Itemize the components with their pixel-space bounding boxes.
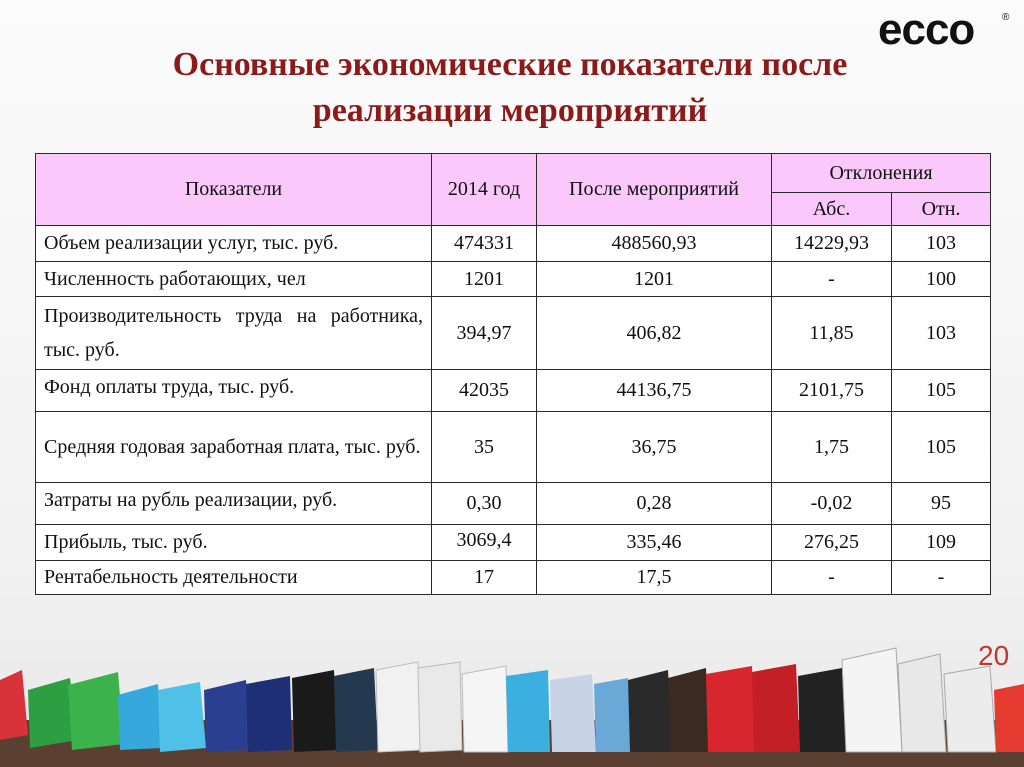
cell-rel: 103 <box>892 297 991 370</box>
cell-after: 335,46 <box>537 525 772 561</box>
header-indicator: Показатели <box>36 154 432 226</box>
indicators-table <box>35 153 991 595</box>
row-label: Рентабельность деятельности <box>36 561 432 595</box>
row-label: Средняя годовая заработная плата, тыс. руб. <box>36 412 432 483</box>
header-deviations: Отклонения <box>772 154 991 193</box>
row-label: Объем реализации услуг, тыс. руб. <box>36 226 432 262</box>
table-row <box>36 525 991 561</box>
page-number: 20 <box>978 640 1010 671</box>
table-header-row <box>36 154 991 193</box>
cell-rel: 100 <box>892 262 991 297</box>
cell-abs: 14229,93 <box>772 226 892 262</box>
sneakers-photo <box>0 640 1024 767</box>
row-label: Численность работающих, чел <box>36 262 432 297</box>
row-label: Прибыль, тыс. руб. <box>36 525 432 561</box>
table-row <box>36 483 991 525</box>
cell-after: 36,75 <box>537 412 772 483</box>
cell-2014: 474331 <box>432 226 537 262</box>
table-row <box>36 412 991 483</box>
cell-after: 17,5 <box>537 561 772 595</box>
cell-abs: 276,25 <box>772 525 892 561</box>
cell-2014: 35 <box>432 412 537 483</box>
cell-abs: 1,75 <box>772 412 892 483</box>
cell-rel: 95 <box>892 483 991 525</box>
cell-abs: 11,85 <box>772 297 892 370</box>
sneaker-row <box>0 648 1024 752</box>
header-relative: Отн. <box>892 193 991 226</box>
row-label: Производительность труда на работника, тыс. руб. <box>36 297 432 370</box>
cell-2014: 17 <box>432 561 537 595</box>
title-line-2: реализации мероприятий <box>312 92 708 129</box>
title-line-1: Основные экономические показатели после <box>172 46 848 83</box>
cell-after: 406,82 <box>537 297 772 370</box>
logo-registered-mark: ® <box>1002 12 1010 23</box>
cell-after: 1201 <box>537 262 772 297</box>
header-after-measures: После мероприятий <box>537 154 772 226</box>
table-row <box>36 297 991 370</box>
row-label: Затраты на рубль реализации, руб. <box>36 483 432 525</box>
table-row <box>36 226 991 262</box>
cell-rel: 103 <box>892 226 991 262</box>
cell-rel: 105 <box>892 370 991 412</box>
cell-after: 488560,93 <box>537 226 772 262</box>
cell-2014: 42035 <box>432 370 537 412</box>
cell-abs: - <box>772 561 892 595</box>
cell-2014: 3069,4 <box>432 525 537 561</box>
cell-rel: 109 <box>892 525 991 561</box>
page-title <box>80 42 940 134</box>
cell-abs: - <box>772 262 892 297</box>
header-year-2014: 2014 год <box>432 154 537 226</box>
cell-after: 44136,75 <box>537 370 772 412</box>
table-row <box>36 561 991 595</box>
table-row <box>36 370 991 412</box>
cell-rel: 105 <box>892 412 991 483</box>
cell-abs: 2101,75 <box>772 370 892 412</box>
table-row <box>36 262 991 297</box>
logo-text: ecco <box>878 6 975 52</box>
cell-2014: 394,97 <box>432 297 537 370</box>
cell-2014: 0,30 <box>432 483 537 525</box>
cell-2014: 1201 <box>432 262 537 297</box>
cell-after: 0,28 <box>537 483 772 525</box>
row-label: Фонд оплаты труда, тыс. руб. <box>36 370 432 412</box>
cell-rel: - <box>892 561 991 595</box>
cell-abs: -0,02 <box>772 483 892 525</box>
header-absolute: Абс. <box>772 193 892 226</box>
